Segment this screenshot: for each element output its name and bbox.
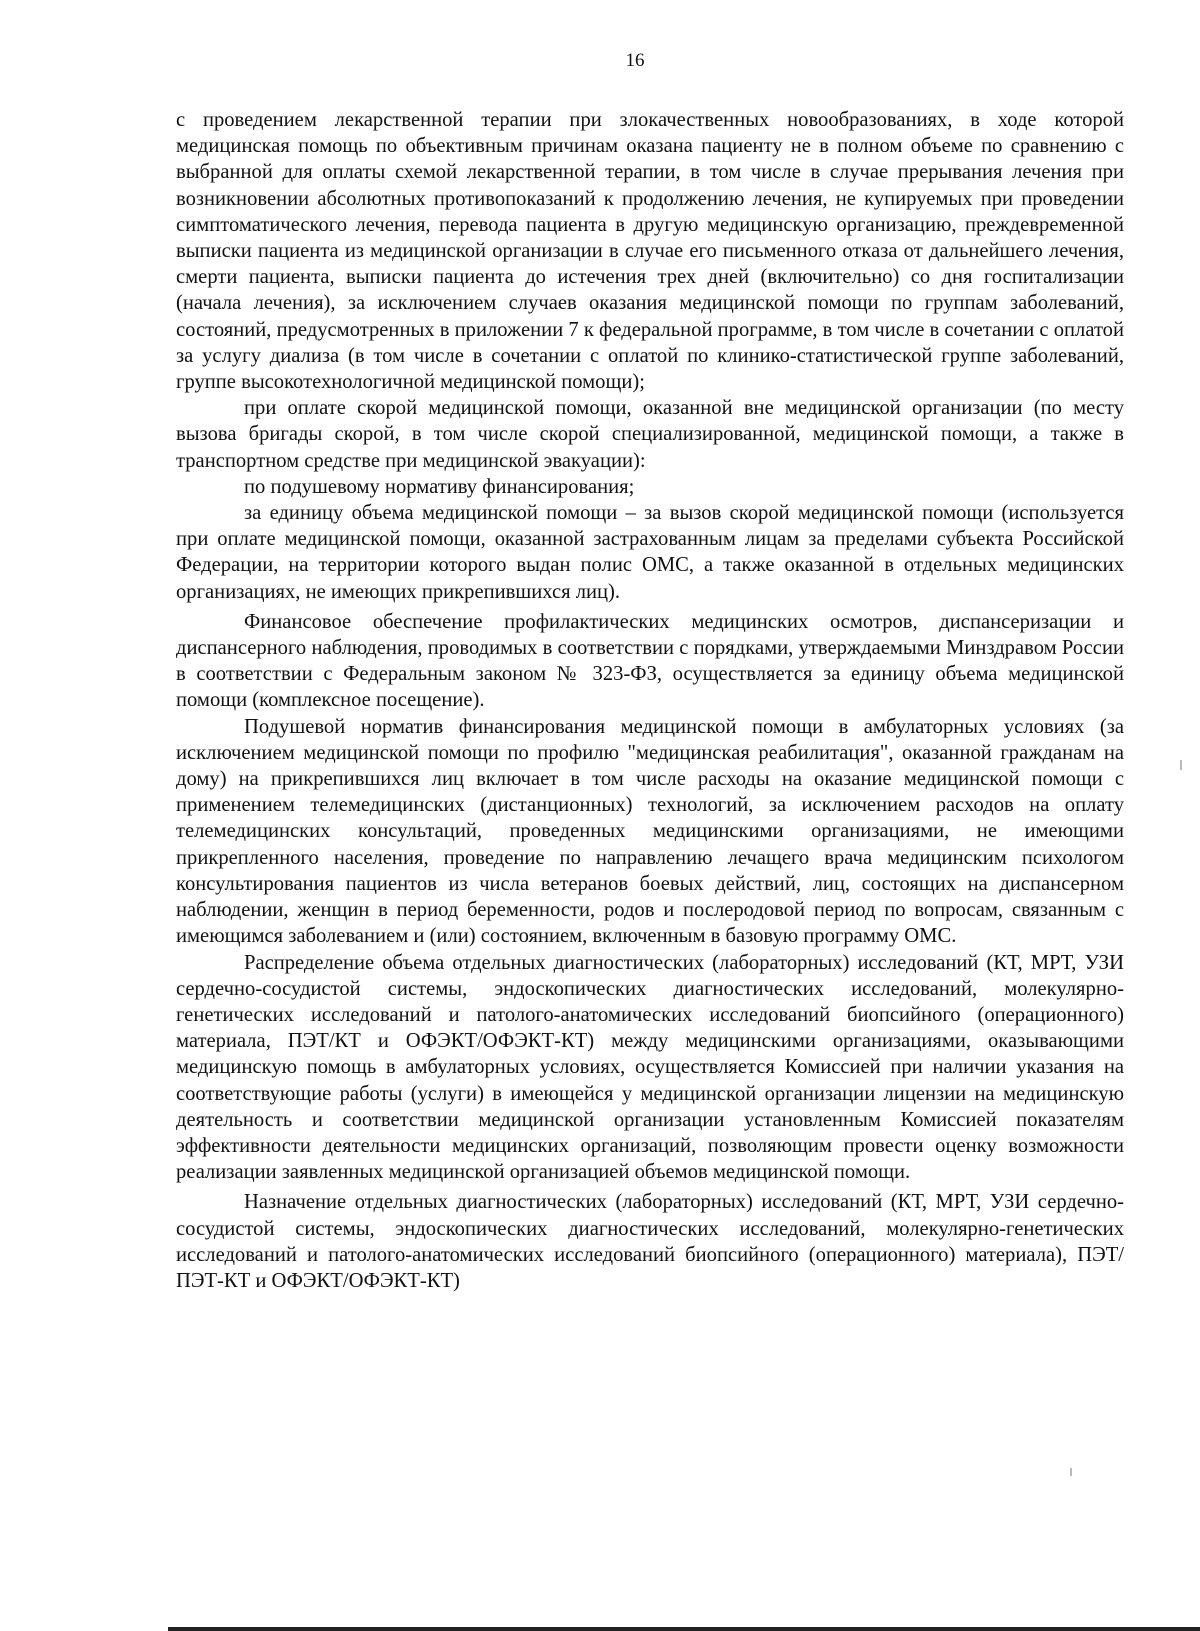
paragraph-diagnostics-assignment: Назначение отдельных диагностических (лабораторных) исследований (КТ, МРТ, УЗИ сердечно-сосудистой системы, эндоскопических диагностических исследований, молекулярно-генетических исследований и патолого-анатомических исследований биопсийного (операционного) материала), ПЭТ/ПЭТ-КТ и ОФЭКТ/ОФЭКТ-КТ)	[176, 1191, 1124, 1292]
paragraph-per-call: за единицу объема медицинской помощи – за вызов скорой медицинской помощи (используется при оплате медицинской помощи, оказанной застрахованным лицам за пределами субъекта Российской Федерации, на территории которого выдан полис ОМС, а также оказанной в отдельных медицинских организациях, не имеющих прикрепившихся лиц).	[176, 502, 1124, 603]
scan-bottom-edge	[168, 1627, 1200, 1631]
paragraph-preventive-exams: Финансовое обеспечение профилактических медицинских осмотров, диспансеризации и диспансерного наблюдения, проводимых в соответствии с порядками, утверждаемыми Минздравом России в соответствии с Федеральным законом № 323-ФЗ, осуществляется за единицу объема медицинской помощи (комплексное посещение).	[176, 610, 1124, 712]
paragraph-per-capita-standard: Подушевой норматив финансирования медицинской помощи в амбулаторных условиях (за исключением медицинской помощи по профилю "медицинская реабилитация", оказанной гражданам на дому) на прикрепившихся лиц включает в том числе расходы на оказание медицинской помощи с применением телемедицинских (дистанционных) технологий, за исключением расходов на оплату телемедицинских консультаций, проведенных медицинскими организациями, не имеющими прикрепленного населения, проведение по направлению лечащего врача медицинским психологом консультирования пациентов из числа ветеранов боевых действий, лиц, состоящих на диспансерном наблюдении, женщин в период беременности, родов и послеродовой период по вопросам, связанным с имеющимся заболеванием и (или) состоянием, включенным в базовую программу ОМС.	[176, 715, 1124, 948]
scan-artifact-mark	[1180, 760, 1182, 770]
page-number: 16	[625, 50, 645, 71]
paragraph-per-capita: по подушевому нормативу финансирования;	[244, 475, 635, 498]
paragraph-ambulance-payment: при оплате скорой медицинской помощи, оказанной вне медицинской организации (по месту вызова бригады скорой, в том числе скорой специализированной, медицинской помощи, а также в транспортном средстве при медицинской эвакуации):	[176, 397, 1124, 472]
document-body	[176, 107, 1124, 1294]
paragraph-volume-distribution: Распределение объема отдельных диагностических (лабораторных) исследований (КТ, МРТ, УЗИ сердечно-сосудистой системы, эндоскопических диагностических исследований, молекулярно-генетических исследований и патолого-анатомических исследований биопсийного (операционного) материала, ПЭТ/КТ и ОФЭКТ/ОФЭКТ-КТ) между медицинскими организациями, оказывающими медицинскую помощь в амбулаторных условиях, осуществляется Комиссией при наличии указания на соответствующие работы (услуги) в имеющейся у медицинской организации лицензии на медицинскую деятельность и соответствии медицинской организации установленным Комиссией показателям эффективности деятельности медицинских организаций, позволяющим провести оценку возможности реализации заявленных медицинской организацией объемов медицинской помощи.	[176, 951, 1124, 1184]
scan-artifact-mark	[1070, 1468, 1072, 1476]
paragraph-continuation: с проведением лекарственной терапии при злокачественных новообразованиях, в ходе которой медицинская помощь по объективным причинам оказана пациенту не в полном объеме по сравнению с выбранной для оплаты схемой лекарственной терапии, в том числе в случае прерывания лечения при возникновении абсолютных противопоказаний к продолжению лечения, не купируемых при проведении симптоматического лечения, перевода пациента в другую медицинскую организацию, преждевременной выписки пациента из медицинской организации в случае его письменного отказа от дальнейшего лечения, смерти пациента, выписки пациента до истечения трех дней (включительно) со дня госпитализации (начала лечения), за исключением случаев оказания медицинской помощи по группам заболеваний, состояний, предусмотренных в приложении 7 к федеральной программе, в том числе в сочетании с оплатой за услугу диализа (в том числе в сочетании с оплатой по клинико-статистической группе заболеваний, группе высокотехнологичной медицинской помощи);	[176, 109, 1124, 394]
